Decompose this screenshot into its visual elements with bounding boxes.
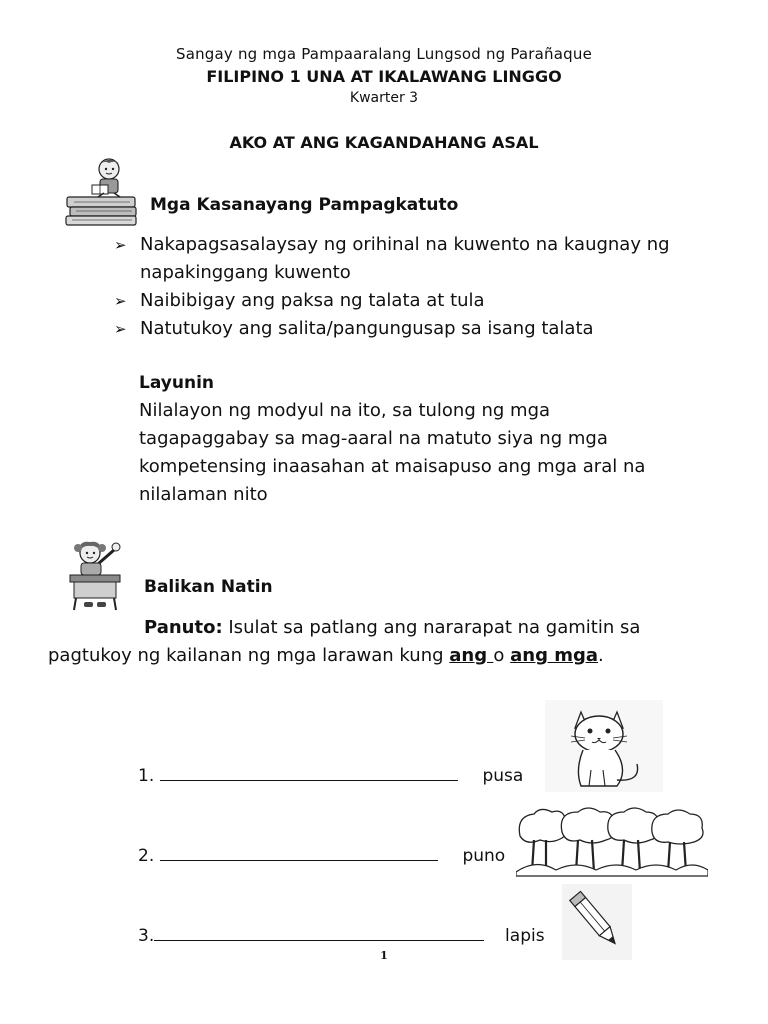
option-ang-mga: ang mga xyxy=(510,645,599,666)
arrow-bullet-icon: ➢ xyxy=(114,236,127,254)
child-reading-books-icon xyxy=(64,155,142,227)
objective-body: Nilalayon ng modyul na ito, sa tulong ng mga tagapaggabay sa mag-aaral na matuto siya ng mga kompetensing inaasahan at maisapuso ang mga aral na nilalaman nito xyxy=(139,400,646,505)
instruction-paragraph: Panuto: Isulat sa patlang ang nararapat na gamitin sa pagtukoy ng kailanan ng mga larawan kung ang o ang mga. xyxy=(48,617,641,666)
arrow-bullet-icon: ➢ xyxy=(114,292,127,310)
competencies-list xyxy=(114,231,734,343)
lesson-title: AKO AT ANG KAGANDAHANG ASAL xyxy=(229,133,539,152)
objective-heading: Layunin xyxy=(139,373,214,393)
cat-illustration xyxy=(545,700,663,792)
list-item: ➢ Nakapagsasalaysay ng orihinal na kuwento na kaugnay ng napakinggang kuwento xyxy=(114,231,734,287)
trees-illustration xyxy=(516,806,708,878)
page-number: 1 xyxy=(380,949,388,962)
exercise-item-1: 1. pusa xyxy=(138,762,523,786)
answer-blank-2[interactable] xyxy=(160,842,438,861)
exercise-item-3: 3. lapis xyxy=(138,922,545,946)
review-heading: Balikan Natin xyxy=(144,577,273,597)
list-item: ➢ Natutukoy ang salita/pangungusap sa isang talata xyxy=(114,315,734,343)
division-name: Sangay ng mga Pampaaralang Lungsod ng Parañaque xyxy=(175,45,593,63)
exercise-word: pusa xyxy=(482,766,524,786)
competencies-heading: Mga Kasanayang Pampagkatuto xyxy=(150,195,459,215)
child-at-desk-icon xyxy=(66,538,138,612)
exercise-word: puno xyxy=(462,846,506,866)
option-ang: ang xyxy=(449,645,494,666)
subject-title: FILIPINO 1 UNA AT IKALAWANG LINGGO xyxy=(206,67,562,86)
instruction-label: Panuto: xyxy=(144,617,223,638)
list-item: ➢ Naibibigay ang paksa ng talata at tula xyxy=(114,287,734,315)
exercise-item-2: 2. puno xyxy=(138,842,505,866)
exercise-word: lapis xyxy=(505,926,545,946)
quarter-label: Kwarter 3 xyxy=(349,90,419,106)
answer-blank-1[interactable] xyxy=(160,762,458,781)
answer-blank-3[interactable] xyxy=(154,922,484,941)
arrow-bullet-icon: ➢ xyxy=(114,320,127,338)
